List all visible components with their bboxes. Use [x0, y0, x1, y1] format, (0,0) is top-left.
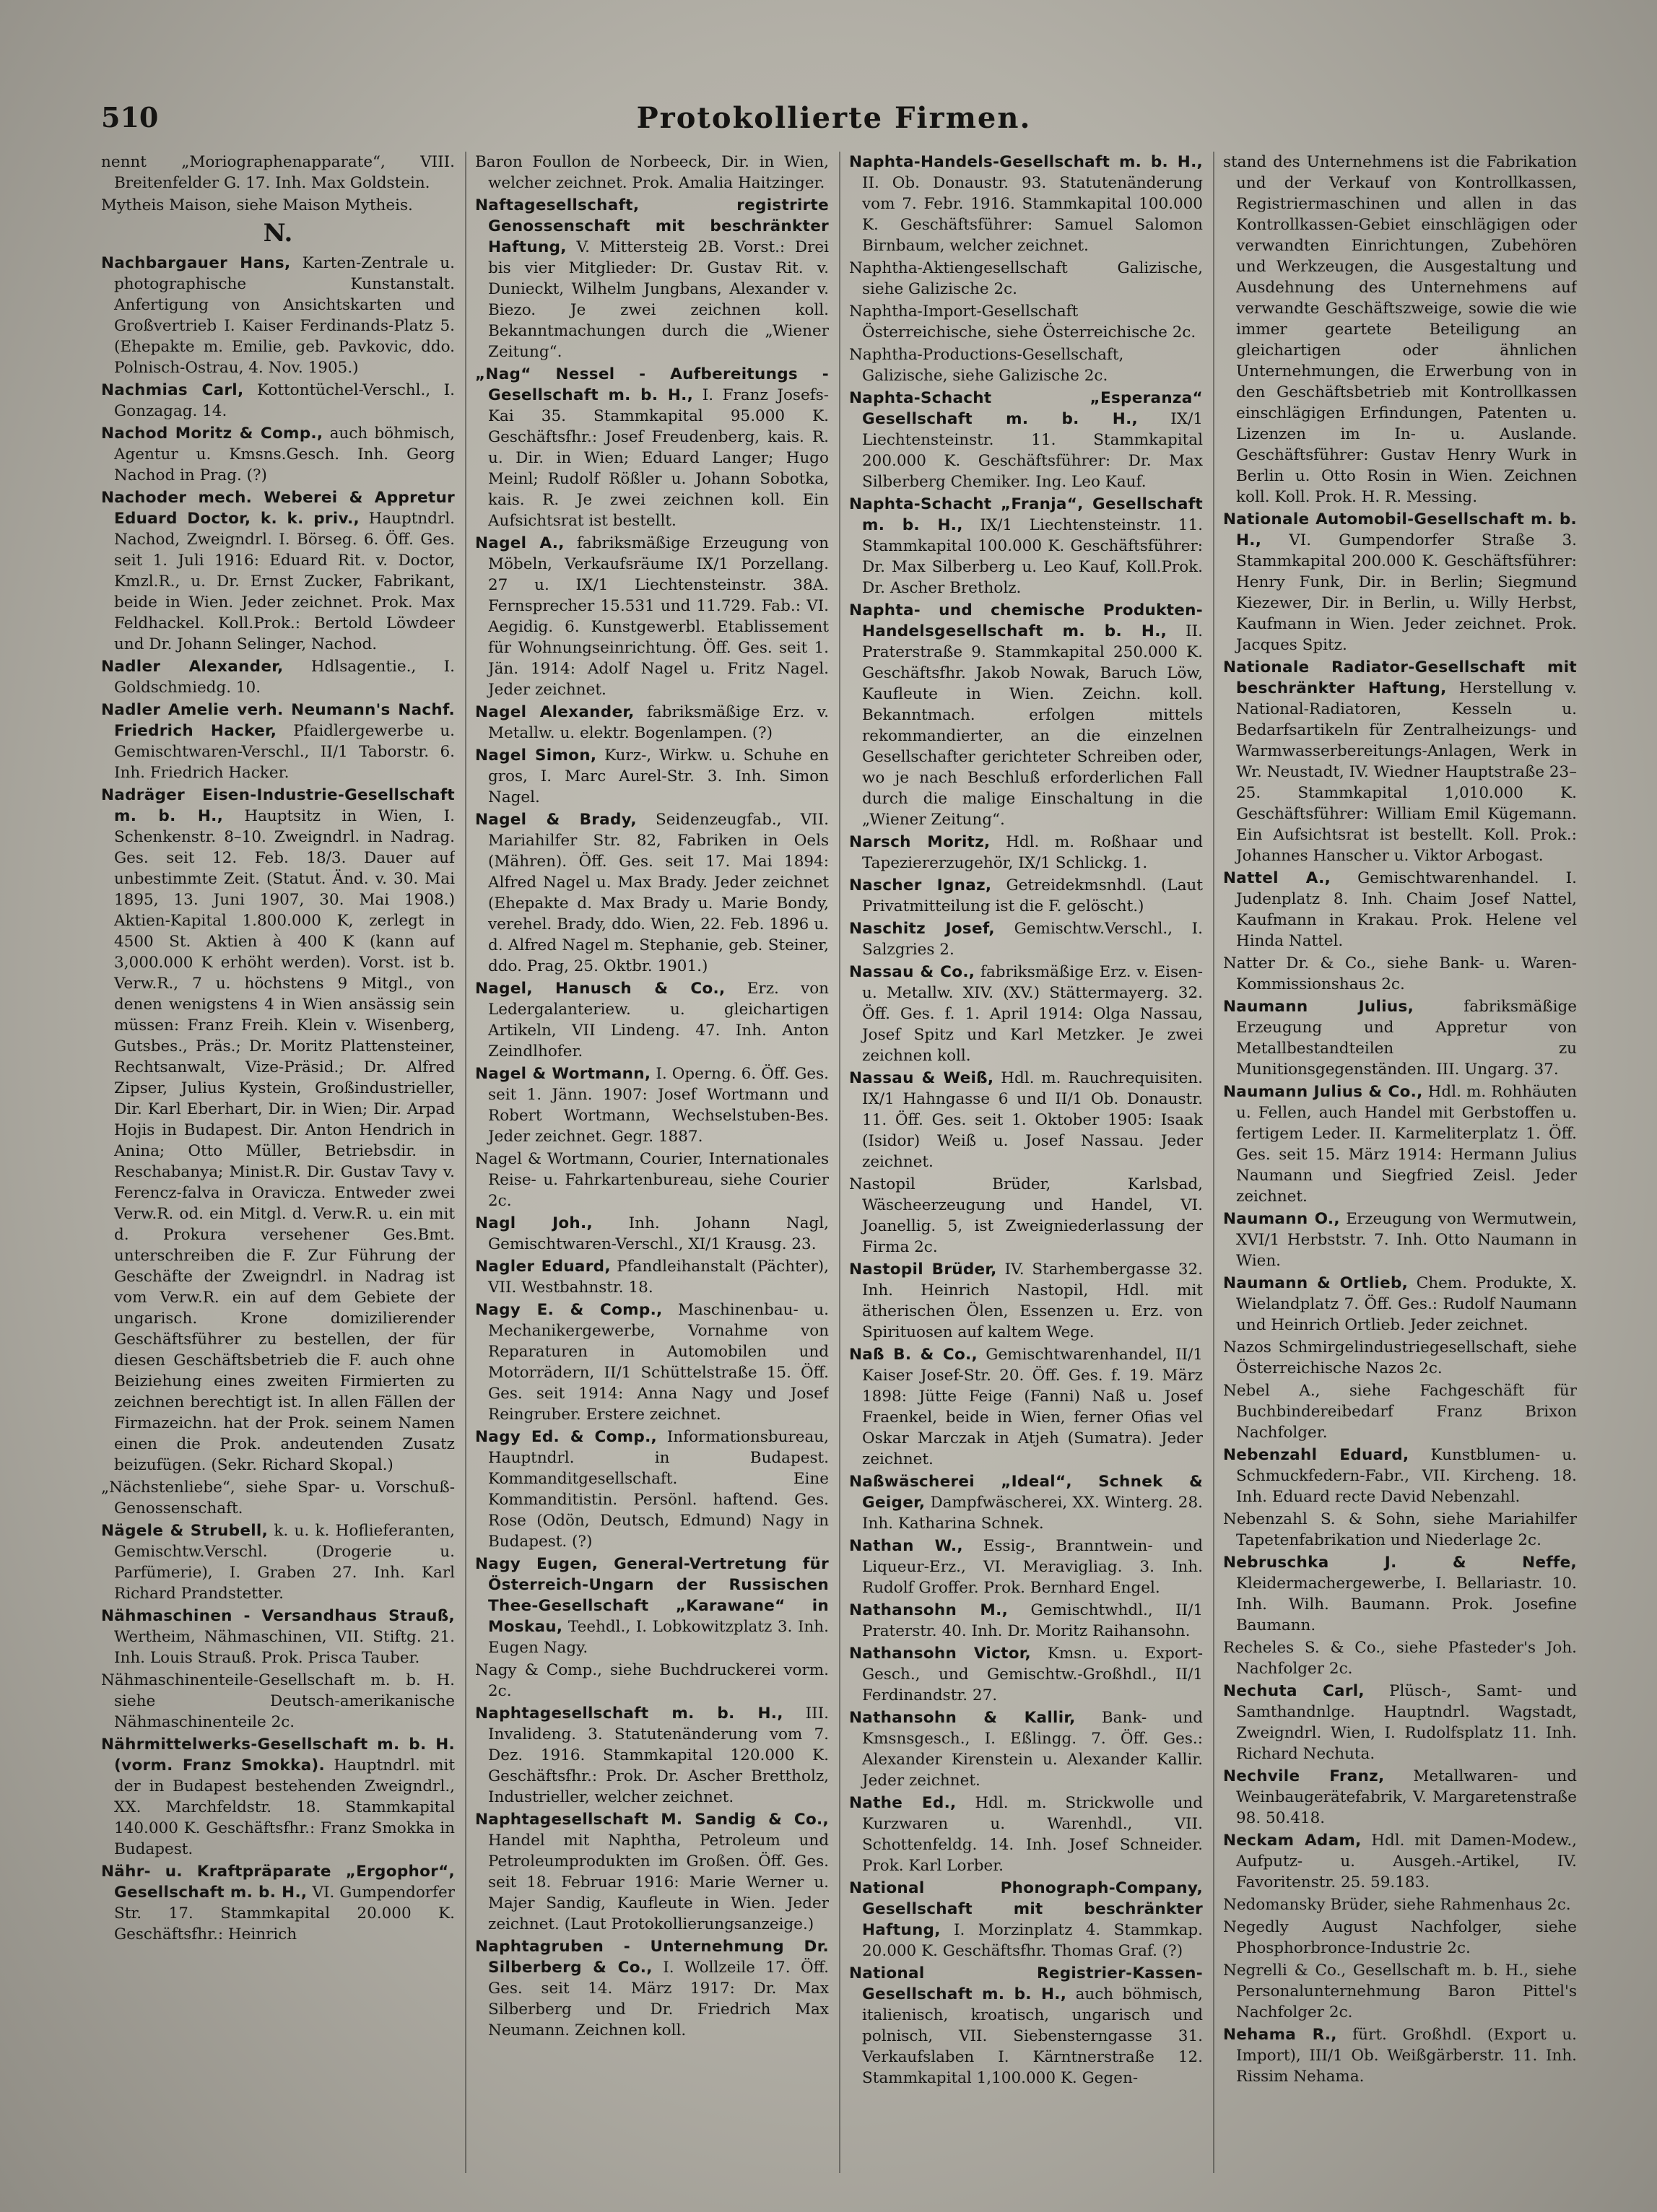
directory-entry [101, 1520, 455, 1604]
directory-entry [1223, 1209, 1577, 1271]
directory-entry [475, 745, 829, 808]
directory-entry [475, 1063, 829, 1147]
directory-entry [101, 785, 455, 1476]
entry-text: Maschinenbau- u. Mechanikergewerbe, Vornahme von Reparaturen in Automobilen und Motorrädern, II/1 Schüttelstraße 15. Öff. Ges. seit 1914: Anna Nagy und Josef Reingruber. Erstere zeichnet. [488, 1301, 829, 1424]
directory-entry [849, 1793, 1203, 1876]
entry-text: k. u. k. Hoflieferanten, Gemischtw.Verschl. (Drogerie u. Parfümerie), I. Graben 27. Inh. Karl Richard Prandstetter. [114, 1522, 455, 1603]
entry-text: VI. Gumpendorfer Straße 3. Stammkapital 200.000 K. Geschäftsführer: Henry Funk, Dir. in Berlin; Siegmund Kiezewer, Dir. in Berlin, u. Willy Herbst, Kaufmann in Wien. Jeder zeichnet. Prok. Jacques Spitz. [1236, 531, 1577, 654]
column-rule [839, 152, 840, 2173]
directory-entry [849, 1878, 1203, 1961]
entry-text: Essig-, Branntwein- und Liqueur-Erz., VI. Meravigliag. 3. Inh. Rudolf Groffer. Prok. Bernhard Engel. [862, 1537, 1203, 1597]
entry-text: I. Franz Josefs-Kai 35. Stammkapital 95.000 K. Geschäftsfhr.: Josef Freudenberg, kais. R. u. Dir. in Wien; Eduard Langer; Hugo Meinl; Rudolf Rößler u. Johann Sobotka, kais. R. Je zwei zeichnen koll. Ein Aufsichtsrat ist bestellt. [488, 386, 829, 530]
entry-text: Wertheim, Nähmaschinen, VII. Stiftg. 21. Inh. Louis Strauß. Prok. Prisca Tauber. [114, 1628, 455, 1667]
directory-entry [849, 1471, 1203, 1534]
entry-text: Nebenzahl S. & Sohn, siehe Mariahilfer Tapetenfabrikation und Niederlage 2c. [1223, 1510, 1577, 1549]
firm-name: „Nag“ Nessel - Aufbereitungs - Gesellschaft m. b. H., [475, 365, 829, 404]
firm-name: Nassau & Co., [849, 963, 975, 981]
directory-entry [849, 962, 1203, 1066]
directory-entry [1223, 1894, 1577, 1915]
firm-name: Naphtagesellschaft M. Sandig & Co., [475, 1811, 829, 1829]
firm-name: National Registrier-Kassen-Gesellschaft m. b. H., [849, 1964, 1203, 2003]
entry-text: Hdlsagentie., I. Goldschmiedg. 10. [114, 658, 455, 697]
firm-name: Narsch Moritz, [849, 833, 991, 851]
entry-text: fürt. Großhdl. (Export u. Import), III/1 Ob. Weißgärberstr. 11. Inh. Rissim Nehama. [1236, 2026, 1577, 2086]
entry-text: Kleidermachergewerbe, I. Bellariastr. 10. Inh. Wilh. Baumann. Prok. Josefine Baumann. [1236, 1575, 1577, 1634]
firm-name: Nagler Eduard, [475, 1258, 611, 1276]
firm-name: Nagel A., [475, 534, 565, 552]
directory-entry [849, 600, 1203, 830]
directory-entry [1223, 868, 1577, 952]
directory-entry [475, 1256, 829, 1298]
columns [101, 152, 1577, 2173]
entry-text: Gemischtwarenhandel. I. Judenplatz 8. Inh. Chaim Josef Nattel, Kaufmann in Krakau. Prok. Helene vel Hinda Nattel. [1236, 869, 1577, 950]
directory-entry [475, 1299, 829, 1425]
entry-text: II. Ob. Donaustr. 93. Statutenänderung vom 7. Febr. 1916. Stammkapital 100.000 K. Geschäftsführer: Samuel Salomon Birnbaum, welcher zeichnet. [862, 174, 1203, 255]
entry-text: Nedomansky Brüder, siehe Rahmenhaus 2c. [1223, 1896, 1571, 1914]
entry-text: Negedly August Nachfolger, siehe Phosphorbronce-Industrie 2c. [1223, 1918, 1577, 1957]
firm-name: Naphta-Schacht „Franja“, Gesellschaft m. b. H., [849, 495, 1203, 534]
entry-text: Gemischtwhdl., II/1 Praterstr. 40. Inh. Dr. Moritz Raihansohn. [862, 1601, 1203, 1640]
column-2 [475, 152, 829, 2173]
directory-entry [101, 487, 455, 655]
entry-text: Naphtha-Import-Gesellschaft Österreichische, siehe Österreichische 2c. [849, 302, 1196, 341]
entry-text: Handel mit Naphtha, Petroleum und Petroleumprodukten im Großen. Öff. Ges. seit 18. Februar 1916: Marie Werner u. Majer Sandig, Kaufleute in Wien. Jeder zeichnet. (Laut Protokollierungsanzeige.) [488, 1832, 829, 1933]
firm-name: Nähr- u. Kraftpräparate „Ergophor“, Gesellschaft m. b. H., [101, 1863, 455, 1902]
running-title: Protokollierte Firmen. [636, 101, 1032, 135]
entry-text: Nastopil Brüder, Karlsbad, Wäscheerzeugung und Handel, VI. Joanellig. 5, ist Zweigniederlassung der Firma 2c. [849, 1175, 1203, 1256]
firm-name: Nadler Amelie verh. Neumann's Nachf. Friedrich Hacker, [101, 701, 455, 740]
entry-text: nennt „Moriographenapparate“, VIII. Breitenfelder G. 17. Inh. Max Goldstein. [101, 153, 455, 192]
entry-text: Pfaidlergewerbe u. Gemischtwaren-Verschl., II/1 Taborstr. 6. Inh. Friedrich Hacker. [114, 722, 455, 782]
directory-entry [101, 1606, 455, 1668]
directory-entry [849, 258, 1203, 300]
column-rule [1213, 152, 1214, 2173]
firm-name: Nähmaschinen - Versandhaus Strauß, [101, 1607, 455, 1625]
directory-entry [849, 1174, 1203, 1258]
directory-entry [849, 1536, 1203, 1598]
entry-text: fabriksmäßige Erzeugung von Möbeln, Verkaufsräume IX/1 Porzellang. 27 u. IX/1 Liechtensteinstr. 38A. Fernsprecher 15.531 und 11.729. Fab.: VI. Aegidig. 6. Kunstgewerbl. Etablissement für Wohnungseinrichtung. Öff. Ges. seit 1. Jän. 1914: Adolf Nagel u. Fritz Nagel. Jeder zeichnet. [488, 534, 829, 699]
firm-name: Nathansohn M., [849, 1601, 1009, 1619]
directory-entry [849, 832, 1203, 874]
directory-entry [849, 1963, 1203, 2089]
directory-entry [1223, 1552, 1577, 1636]
directory-entry [1223, 1766, 1577, 1829]
firm-name: Naschitz Josef, [849, 920, 995, 938]
firm-name: Naphta-Schacht „Esperanza“ Gesellschaft m. b. H., [849, 389, 1203, 428]
entry-text: Kmsn. u. Export-Gesch., und Gemischtw.-Großhdl., II/1 Ferdinandstr. 27. [862, 1645, 1203, 1704]
directory-entry [1223, 152, 1577, 508]
directory-entry [1223, 996, 1577, 1080]
entry-text: Plüsch-, Samt- und Samthandnlge. Hauptndrl. Wagstadt, Zweigndrl. Wien, I. Rudolfsplatz 11. Inh. Richard Nechuta. [1236, 1682, 1577, 1763]
directory-entry [1223, 2024, 1577, 2087]
firm-name: Nährmittelwerks-Gesellschaft m. b. H. (vorm. Franz Smokka). [101, 1736, 455, 1775]
entry-text: „Nächstenliebe“, siehe Spar- u. Vorschuß-Genossenschaft. [101, 1479, 455, 1518]
entry-text: stand des Unternehmens ist die Fabrikation und der Verkauf von Kontrollkassen, Registriermaschinen und allen in das Kontrollkassen-Gebiet einschlägigen oder verwandten Einrichtungen, Zubehören und Werkzeugen, die Ausgestaltung und Ausdehnung des Unternehmens auf verwandte Geschäftszweige, sowie die wie immer geartete Beteiligung an gleichartigen oder ähnlichen Unternehmungen, die Erwerbung von in den Geschäftsbetrieb mit Kontrollkassen einschlägigen Erfindungen, Patenten u. Lizenzen im In- u. Auslande. Geschäftsführer: Gustav Henry Wurk in Berlin u. Otto Rosin in Wien. Zeichnen koll. Koll. Prok. H. R. Messing. [1223, 153, 1577, 506]
entry-text: I. Wollzeile 17. Öff. Ges. seit 14. März 1917: Dr. Max Silberberg und Dr. Friedrich Max Neumann. Zeichnen koll. [488, 1959, 829, 2039]
entry-text: fabriksmäßige Erzeugung und Appretur von Metallbestandteilen zu Munitionsgegenständen. III. Ungarg. 37. [1236, 998, 1577, 1079]
directory-entry [475, 1213, 829, 1255]
entry-text: Gemischtw.Verschl., I. Salzgries 2. [862, 920, 1203, 959]
entry-text: IX/1 Liechtensteinstr. 11. Stammkapital 100.000 K. Geschäftsführer: Dr. Max Silberberg u. Leo Kauf, Koll.Prok. Dr. Ascher Bretholz. [862, 516, 1203, 597]
directory-entry [1223, 1917, 1577, 1959]
entry-text: Naphtha-Aktiengesellschaft Galizische, siehe Galizische 2c. [849, 259, 1203, 298]
firm-name: Nagl Joh., [475, 1214, 593, 1232]
directory-entry [849, 1600, 1203, 1642]
firm-name: Neckam Adam, [1223, 1832, 1362, 1850]
entry-text: II. Praterstraße 9. Stammkapital 250.000 K. Geschäftsfhr. Jakob Nowak, Baruch Löw, Kaufleute in Wien. Zeichn. koll. Bekanntmach. erfolgen mittels rekommandierter, an die einzelnen Gesellschafter gerichteter Schreiben oder, wo je nach Beschluß erforderlichen Fall durch die malige Einschaltung in die „Wiener Zeitung“. [862, 622, 1203, 829]
directory-entry [101, 380, 455, 422]
entry-text: Baron Foullon de Norbeeck, Dir. in Wien, welcher zeichnet. Prok. Amalia Haitzinger. [475, 153, 829, 192]
firm-name: Naumann Julius, [1223, 998, 1414, 1016]
entry-text: Inh. Johann Nagl, Gemischtwaren-Verschl., XI/1 Krausg. 23. [488, 1214, 829, 1253]
entry-text: Bank- und Kmsnsgesch., I. Eßlingg. 7. Öff. Ges.: Alexander Kirenstein u. Alexander Kallir. Jeder zeichnet. [862, 1709, 1203, 1790]
entry-text: Erzeugung von Wermutwein, XVI/1 Herbststr. 7. Inh. Otto Naumann in Wien. [1236, 1210, 1577, 1270]
entry-text: Hdl. m. Rohhäuten u. Fellen, auch Handel mit Gerbstoffen u. fertigem Leder. II. Karmeliterplatz 1. Öff. Ges. seit 15. März 1914: Hermann Julius Naumann und Siegfried Zeisl. Jeder zeichnet. [1236, 1083, 1577, 1206]
entry-text: I. Operng. 6. Öff. Ges. seit 1. Jänn. 1907: Josef Wortmann und Robert Wortmann, Wechselstuben-Bes. Jeder zeichnet. Gegr. 1887. [488, 1065, 829, 1146]
entry-text: Teehdl., I. Lobkowitzplatz 3. Inh. Eugen Nagy. [488, 1618, 829, 1657]
directory-entry [101, 1670, 455, 1733]
firm-name: Nechvile Franz, [1223, 1767, 1385, 1785]
firm-name: National Phonograph-Company, Gesellschaft mit beschränkter Haftung, [849, 1879, 1203, 1939]
firm-name: Nagy Eugen, General-Vertretung für Österreich-Ungarn der Russischen Thee-Gesellschaft „Karawane“ in Moskau, [475, 1555, 829, 1636]
firm-name: Naphtagesellschaft m. b. H., [475, 1704, 783, 1723]
firm-name: Nationale Automobil-Gesellschaft m. b. H., [1223, 510, 1577, 549]
entry-text: Seidenzeugfab., VII. Mariahilfer Str. 82, Fabriken in Oels (Mähren). Öff. Ges. seit 17. Mai 1894: Alfred Nagel u. Max Brady. Jeder zeichnet (Ehepakte d. Max Brady u. Marie Bondy, verehel. Brady, ddo. Wien, 22. Feb. 1896 u. d. Alfred Nagel m. Stephanie, geb. Steiner, ddo. Prag, 25. Oktbr. 1901.) [488, 811, 829, 975]
entry-text: Karten-Zentrale u. photographische Kunstanstalt. Anfertigung von Ansichtskarten und Großvertrieb I. Kaiser Ferdinands-Platz 5. (Ehepakte m. Emilie, geb. Pavkovic, ddo. Polnisch-Ostrau, 4. Nov. 1905.) [114, 254, 455, 377]
entry-text: VI. Gumpendorfer Str. 17. Stammkapital 20.000 K. Geschäftsfhr.: Heinrich [114, 1884, 455, 1943]
directory-entry [101, 423, 455, 486]
directory-entry [1223, 953, 1577, 995]
column-rule [465, 152, 466, 2173]
directory-entry [849, 344, 1203, 386]
directory-entry [475, 152, 829, 193]
entry-text: auch böhmisch, Agentur u. Kmsns.Gesch. Inh. Georg Nachod in Prag. (?) [114, 424, 455, 484]
firm-name: Nadräger Eisen-Industrie-Gesellschaft m. b. H., [101, 786, 455, 825]
directory-entry [101, 700, 455, 783]
directory-entry [1223, 1509, 1577, 1551]
firm-name: Naß B. & Co., [849, 1346, 978, 1364]
firm-name: Naumann O., [1223, 1210, 1340, 1228]
entry-text: V. Mittersteig 2B. Vorst.: Drei bis vier Mitglieder: Dr. Gustav Rit. v. Dunieckt, Wilhelm Jungbans, Alexander v. Biezo. Je zwei zeichnen koll. Bekanntmachungen durch die „Wiener Zeitung“. [488, 238, 829, 361]
entry-text: Natter Dr. & Co., siehe Bank- u. Waren-Kommissionshaus 2c. [1223, 954, 1577, 993]
entry-text: Nagel & Wortmann, Courier, Internationales Reise- u. Fahrkartenbureau, siehe Courier 2c. [475, 1150, 829, 1210]
firm-name: Nadler Alexander, [101, 658, 284, 676]
firm-name: Nattel A., [1223, 869, 1331, 887]
directory-entry [475, 809, 829, 977]
directory-entry [101, 152, 455, 193]
entry-text: Dampfwäscherei, XX. Winterg. 28. Inh. Katharina Schnek. [862, 1494, 1203, 1533]
directory-entry [475, 1149, 829, 1211]
directory-entry [1223, 1830, 1577, 1893]
entry-text: Nagy & Comp., siehe Buchdruckerei vorm. 2c. [475, 1661, 829, 1700]
firm-name: Nastopil Brüder, [849, 1260, 997, 1279]
firm-name: Nathansohn Victor, [849, 1645, 1031, 1663]
directory-entry [849, 1068, 1203, 1172]
entry-text: Negrelli & Co., Gesellschaft m. b. H., siehe Personalunternehmung Baron Pittel's Nachfolger 2c. [1223, 1961, 1577, 2021]
directory-entry [849, 152, 1203, 256]
firm-name: Naßwäscherei „Ideal“, Schnek & Geiger, [849, 1473, 1203, 1512]
entry-text: Hdl. m. Roßhaar und Tapeziererzugehör, IX/1 Schlickg. 1. [862, 833, 1203, 872]
firm-name: Naphta-Handels-Gesellschaft m. b. H., [849, 153, 1203, 171]
firm-name: Nationale Radiator-Gesellschaft mit beschränkter Haftung, [1223, 658, 1577, 697]
directory-entry [101, 195, 455, 216]
entry-text: Nähmaschinenteile-Gesellschaft m. b. H. siehe Deutsch-amerikanische Nähmaschinenteile 2c. [101, 1671, 455, 1731]
column-4 [1223, 152, 1577, 2173]
directory-entry [475, 364, 829, 531]
firm-name: Nassau & Weiß, [849, 1069, 994, 1087]
firm-name: Nebruschka J. & Neffe, [1223, 1554, 1577, 1572]
entry-text: Pfandleihanstalt (Pächter), VII. Westbahnstr. 18. [488, 1258, 829, 1297]
firm-name: Nagel Alexander, [475, 703, 635, 721]
directory-entry [849, 875, 1203, 917]
directory-entry [101, 1861, 455, 1945]
directory-entry [1223, 1960, 1577, 2023]
directory-entry [475, 195, 829, 362]
firm-name: Nechuta Carl, [1223, 1682, 1365, 1700]
directory-entry [1223, 1337, 1577, 1379]
directory-entry [1223, 1681, 1577, 1764]
firm-name: Naphta- und chemische Produkten-Handelsgesellschaft m. b. H., [849, 601, 1203, 640]
directory-entry [849, 494, 1203, 598]
entry-text: Hdl. mit Damen-Modew., Aufputz- u. Ausgeh.-Artikel, IV. Favoritenstr. 25. 59.183. [1236, 1832, 1577, 1891]
entry-text: Kottontüchel-Verschl., I. Gonzagag. 14. [114, 381, 455, 420]
entry-text: fabriksmäßige Erz. v. Metallw. u. elektr. Bogenlampen. (?) [488, 703, 829, 742]
directory-entry [475, 1427, 829, 1552]
directory-entry [1223, 509, 1577, 656]
directory-entry [475, 1703, 829, 1808]
entry-text: Kunstblumen- u. Schmuckfedern-Fabr., VII. Kircheng. 18. Inh. Eduard recte David Nebenzahl. [1236, 1446, 1577, 1506]
directory-entry [475, 1809, 829, 1935]
firm-name: Nagel, Hanusch & Co., [475, 980, 726, 998]
entry-text: Metallwaren- und Weinbaugerätefabrik, V. Margaretenstraße 98. 50.418. [1236, 1767, 1577, 1827]
entry-text: Nazos Schmirgelindustriegesellschaft, siehe Österreichische Nazos 2c. [1223, 1338, 1577, 1377]
firm-name: Nagel & Wortmann, [475, 1065, 651, 1083]
entry-text: Recheles S. & Co., siehe Pfasteder's Joh. Nachfolger 2c. [1223, 1639, 1577, 1678]
entry-text: Hauptndrl. Nachod, Zweigndrl. I. Börseg. 6. Öff. Ges. seit 1. Juli 1916: Eduard Rit. v. Doctor, Kmzl.R., u. Dr. Ernst Zucker, Fabrikant, beide in Wien. Jeder zeichnet. Prok. Max Feldhackel. Koll.Prok.: Bertold Löwdeer und Dr. Johann Selinger, Nachod. [114, 510, 455, 653]
directory-entry [849, 918, 1203, 960]
firm-name: Nagel & Brady, [475, 811, 637, 829]
firm-name: Nachoder mech. Weberei & Appretur Eduard Doctor, k. k. priv., [101, 489, 455, 528]
page-number: 510 [101, 101, 159, 134]
entry-text: I. Morzinplatz 4. Stammkap. 20.000 K. Geschäftsfhr. Thomas Graf. (?) [862, 1921, 1203, 1960]
entry-text: Hauptndrl. mit der in Budapest bestehenden Zweigndrl., XX. Marchfeldstr. 18. Stammkapital 140.000 K. Geschäftsfhr.: Franz Smokka in Budapest. [114, 1756, 455, 1858]
firm-name: Naftagesellschaft, registrirte Genossenschaft mit beschränkter Haftung, [475, 196, 829, 256]
entry-text: auch böhmisch, italienisch, kroatisch, ungarisch und polnisch, VII. Siebensterngasse 31. Verkaufslaben I. Kärntnerstraße 12. Stammkapital 1,100.000 K. Gegen- [862, 1985, 1203, 2087]
entry-text: Informationsbureau, Hauptndrl. in Budapest. Kommanditgesellschaft. Eine Kommanditistin. Persönl. haftend. Ges. Rose (Odön, Deutsch, Edmund) Nagy in Budapest. (?) [488, 1428, 829, 1551]
entry-text: Hauptsitz in Wien, I. Schenkenstr. 8–10. Zweigndrl. in Nadrag. Ges. seit 12. Feb. 18/3. Dauer auf unbestimmte Zeit. (Statut. Änd. v. 30. Mai 1895, 13. Juni 1907, 30. Mai 1908.) Aktien-Kapital 1.800.000 K, zerlegt in 4500 St. Aktien à 400 K (kann auf 3,000.000 K erhöht werden). Vorst. ist b. Verw.R., 7 u. höchstens 9 Mitgl., von denen wenigstens 4 in Wien ansässig sein müssen: Franz Freih. Klein v. Wisenberg, Gutsbes., Präs.; Dr. Moritz Plattensteiner, Rechtsanwalt, Vize-Präsid.; Dr. Alfred Zipser, Julius Kystein, Großindustrieller, Dir. Karl Eberhart, Dir. in Wien; Dir. Arpad Hojis in Budapest. Dir. Anton Hendrich in Anina; Otto Müller, Betriebsdir. in Reschabanya; Minist.R. Dir. Gustav Tavy v. Ferencz-falva in Oravicza. Entweder zwei Verw.R. od. ein Mitgl. d. Verw.R. u. ein mit d. Prokura versehener Ges.Bmt. unterschreiben die F. Zur Führung der Geschäfte der Zweigndrl. in Nadrag ist vom Verw.R. ein auf dem Gebiete der ungarisch. Krone domizilierender Geschäftsführer zu bestellen, der für diesen Geschäftsbetrieb die F. auch ohne Beiziehung eines zweiten Firmierten zu zeichnen berechtigt ist. In allen Fällen der Firmazeichn. hat der Prok. seinem Namen einen die Prok. andeutenden Zusatz beizufügen. (Sekr. Richard Skopal.) [114, 807, 455, 1474]
firm-name: Nehama R., [1223, 2026, 1337, 2044]
firm-name: Naphtagruben - Unternehmung Dr. Silberberg & Co., [475, 1938, 829, 1977]
directory-entry [1223, 657, 1577, 866]
directory-entry [475, 1936, 829, 2041]
section-letter: N. [263, 219, 293, 248]
directory-entry [849, 1643, 1203, 1706]
entry-text: Nebel A., siehe Fachgeschäft für Buchbindereibedarf Franz Brixon Nachfolger. [1223, 1382, 1577, 1442]
entry-text: Kurz-, Wirkw. u. Schuhe en gros, I. Marc Aurel-Str. 3. Inh. Simon Nagel. [488, 746, 829, 806]
directory-entry [101, 1734, 455, 1860]
directory-entry [475, 702, 829, 744]
entry-text: Chem. Produkte, X. Wielandplatz 7. Öff. Ges.: Rudolf Naumann und Heinrich Ortlieb. Jeder zeichnet. [1236, 1274, 1577, 1334]
entry-text: Erz. von Ledergalanteriew. u. gleichartigen Artikeln, VII Lindeng. 47. Inh. Anton Zeindlhofer. [488, 980, 829, 1061]
entry-text: Hdl. m. Rauchrequisiten. IX/1 Hahngasse 6 und II/1 Ob. Donaustr. 11. Öff. Ges. seit 1. Oktober 1905: Isaak (Isidor) Weiß u. Josef Nassau. Jeder zeichnet. [862, 1069, 1203, 1171]
entry-text: fabriksmäßige Erz. v. Eisen- u. Metallw. XIV. (XV.) Stättermayerg. 32. Öff. Ges. f. 1. April 1914: Olga Nassau, Josef Spitz und Karl Metzker. Je zwei zeichnen koll. [862, 963, 1203, 1065]
directory-entry [849, 1344, 1203, 1470]
entry-text: Hdl. m. Strickwolle und Kurzwaren u. Warenhdl., VII. Schottenfeldg. 14. Inh. Josef Schneider. Prok. Karl Lorber. [862, 1794, 1203, 1875]
directory-entry [101, 656, 455, 698]
directory-entry [101, 253, 455, 378]
directory-entry [1223, 1081, 1577, 1207]
entry-text: Getreidekmsnhdl. (Laut Privatmitteilung ist die F. gelöscht.) [862, 876, 1203, 915]
directory-entry [475, 1660, 829, 1702]
entry-text: Gemischtwarenhandel, II/1 Kaiser Josef-Str. 20. Öff. Ges. f. 19. März 1898: Jütte Feige (Fanni) Naß u. Josef Fraenkel, beide in Wien, ferner Ofias vel Oskar Marczak in Atjeh (Sumatra). Jeder zeichnet. [862, 1346, 1203, 1468]
directory-entry [849, 1707, 1203, 1791]
directory-entry [1223, 1637, 1577, 1679]
firm-name: Nebenzahl Eduard, [1223, 1446, 1409, 1464]
firm-name: Naumann & Ortlieb, [1223, 1274, 1409, 1292]
firm-name: Nathan W., [849, 1537, 963, 1555]
firm-name: Nagel Simon, [475, 746, 597, 765]
directory-entry [475, 978, 829, 1062]
column-1 [101, 152, 455, 2173]
column-3 [849, 152, 1203, 2173]
directory-entry [1223, 1445, 1577, 1507]
firm-name: Nagy E. & Comp., [475, 1301, 663, 1319]
firm-name: Naumann Julius & Co., [1223, 1083, 1423, 1101]
firm-name: Nachmias Carl, [101, 381, 244, 399]
firm-name: Nathansohn & Kallir, [849, 1709, 1076, 1727]
directory-entry [1223, 1380, 1577, 1443]
firm-name: Nägele & Strubell, [101, 1522, 269, 1540]
firm-name: Nachbargauer Hans, [101, 254, 291, 272]
directory-entry [101, 1477, 455, 1519]
page-header [101, 101, 1567, 144]
firm-name: Nascher Ignaz, [849, 876, 992, 894]
directory-entry [849, 301, 1203, 343]
entry-text: III. Invalideng. 3. Statutenänderung vom 7. Dez. 1916. Stammkapital 120.000 K. Geschäftsfhr.: Prok. Dr. Ascher Brettholz, Industrieller, welcher zeichnet. [488, 1704, 829, 1806]
entry-text: IX/1 Liechtensteinstr. 11. Stammkapital 200.000 K. Geschäftsführer: Dr. Max Silberberg Chemiker. Ing. Leo Kauf. [862, 410, 1203, 491]
firm-name: Nathe Ed., [849, 1794, 957, 1812]
directory-entry [475, 533, 829, 700]
directory-entry [849, 388, 1203, 492]
directory-entry [1223, 1273, 1577, 1336]
firm-name: Nachod Moritz & Comp., [101, 424, 323, 443]
firm-name: Nagy Ed. & Comp., [475, 1428, 658, 1446]
entry-text: Mytheis Maison, siehe Maison Mytheis. [101, 196, 413, 214]
entry-text: Naphtha-Productions-Gesellschaft, Galizische, siehe Galizische 2c. [849, 346, 1124, 385]
entry-text: Herstellung v. National-Radiatoren, Kesseln u. Bedarfsartikeln für Zentralheizungs- und Warmwasserbereitungs-Anlagen, Werk in Wr. Neustadt, IV. Wiedner Hauptstraße 23–25. Stammkapital 1,010.000 K. Geschäftsführer: William Emil Kügemann. Ein Aufsichtsrat ist bestellt. Koll. Prok.: Johannes Hanscher u. Viktor Arbogast. [1236, 679, 1577, 865]
directory-entry [475, 1554, 829, 1658]
directory-entry [849, 1259, 1203, 1343]
entry-text: IV. Starhembergasse 32. Inh. Heinrich Nastopil, Hdl. mit ätherischen Ölen, Essenzen u. Erz. von Spirituosen auf kaltem Wege. [862, 1260, 1203, 1341]
